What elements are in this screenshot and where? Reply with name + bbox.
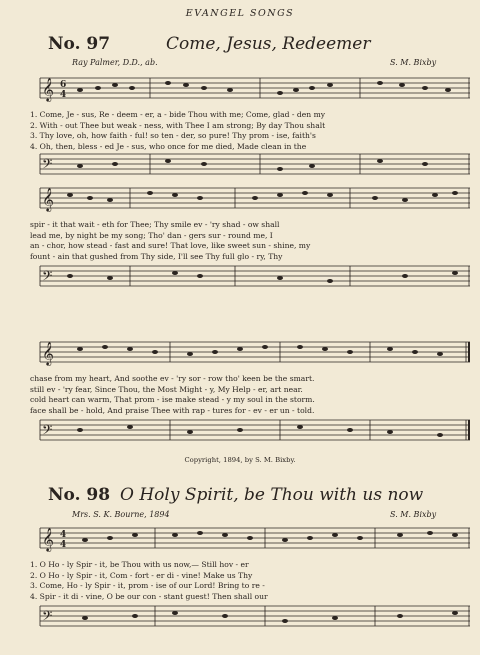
hymn-98-system-1-bass-staff [30, 602, 470, 632]
svg-text:𝄢: 𝄢 [42, 268, 53, 287]
svg-text:𝄞: 𝄞 [42, 187, 54, 211]
hymn-97-system-3-bass-staff [30, 416, 470, 446]
lyric-line: still ev - 'ry fear, Since Thou, the Most Might - y, My Help - er, art near. [30, 384, 303, 394]
lyric-line: 1. O Ho - ly Spir - it, be Thou with us now,— Still hov - er [30, 560, 249, 569]
music-credit: S. M. Bixby [390, 510, 437, 519]
lyric-line: 3. Come, Ho - ly Spir - it, prom - ise of our Lord! Bring to re - [30, 581, 265, 590]
lyric-line: spir - it that wait - eth for Thee; Thy smile ev - 'ry shad - ow shall [30, 220, 280, 229]
hymn-97-system-1-lyrics [30, 110, 470, 152]
svg-text:𝄢: 𝄢 [42, 422, 53, 441]
hymn-title: Come, Jesus, Redeemer [166, 34, 371, 54]
running-head: EVANGEL SONGS [185, 8, 295, 19]
words-credit: Ray Palmer, D.D., ab. [72, 58, 158, 67]
hymn-97-system-1-bass-staff [30, 150, 470, 180]
lyric-line: lead me, by night be my song; Tho' dan - gers sur - round me, I [30, 230, 273, 240]
hymn-title: O Holy Spirit, be Thou with us now [120, 485, 424, 505]
lyric-line: an - chor, how stead - fast and sure! That love, like sweet sun - shine, my [30, 241, 311, 250]
lyric-line: 3. Thy love, oh, how faith - ful! so ten - der, so pure! Thy prom - ise, faith's [30, 131, 316, 140]
svg-text:4: 4 [60, 540, 67, 550]
lyric-line: 4. Oh, then, bless - ed Je - sus, who once for me died, Made clean in the [30, 141, 307, 151]
hymn-number: No. 98 [48, 485, 111, 505]
lyric-line: cold heart can warm, That prom - ise make stead - y my soul in the storm. [30, 395, 315, 404]
hymn-97-system-3-treble-staff [30, 334, 470, 374]
lyric-line: 2. O Ho - ly Spir - it, Com - fort - er di - vine! Make us Thy [30, 570, 253, 580]
treble-clef-icon: 𝄞 [42, 77, 54, 101]
hymn-98-system-1-treble-staff [30, 520, 470, 560]
svg-text:4: 4 [60, 90, 67, 100]
hymn-97-system-1-treble-staff [30, 70, 470, 110]
lyric-line: 2. With - out Thee but weak - ness, with Thee I am strong; By day Thou shalt [30, 120, 326, 130]
svg-text:𝄞: 𝄞 [42, 527, 54, 551]
hymn-97-system-2-bass-staff [30, 262, 470, 292]
lyric-line: fount - ain that gushed from Thy side, I'll see Thy full glo - ry, Thy [30, 251, 283, 261]
hymn-97-system-2-treble-staff [30, 180, 470, 220]
hymn-97-system-3-lyrics [30, 374, 470, 416]
hymn-97-system-2-lyrics [30, 220, 470, 262]
svg-text:6: 6 [60, 80, 67, 90]
words-credit: Mrs. S. K. Bourne, 1894 [72, 510, 170, 519]
hymn-number: No. 97 [48, 34, 111, 54]
svg-text:𝄞: 𝄞 [42, 341, 54, 365]
bass-clef-icon: 𝄢 [42, 156, 53, 175]
lyric-line: chase from my heart, And soothe ev - 'ry sor - row tho' keen be the smart. [30, 374, 315, 383]
lyric-line: face shall be - hold, And praise Thee with rap - tures for - ev - er un - told. [30, 405, 315, 415]
svg-text:𝄢: 𝄢 [42, 608, 53, 627]
hymn-98-system-1-lyrics [30, 560, 470, 602]
lyric-line: 4. Spir - it di - vine, O be our con - stant guest! Then shall our [30, 591, 268, 601]
music-credit: S. M. Bixby [390, 58, 437, 67]
lyric-line: 1. Come, Je - sus, Re - deem - er, a - bide Thou with me; Come, glad - den my [30, 110, 326, 119]
svg-text:4: 4 [60, 530, 67, 540]
copyright-notice: Copyright, 1894, by S. M. Bixby. [184, 456, 296, 464]
